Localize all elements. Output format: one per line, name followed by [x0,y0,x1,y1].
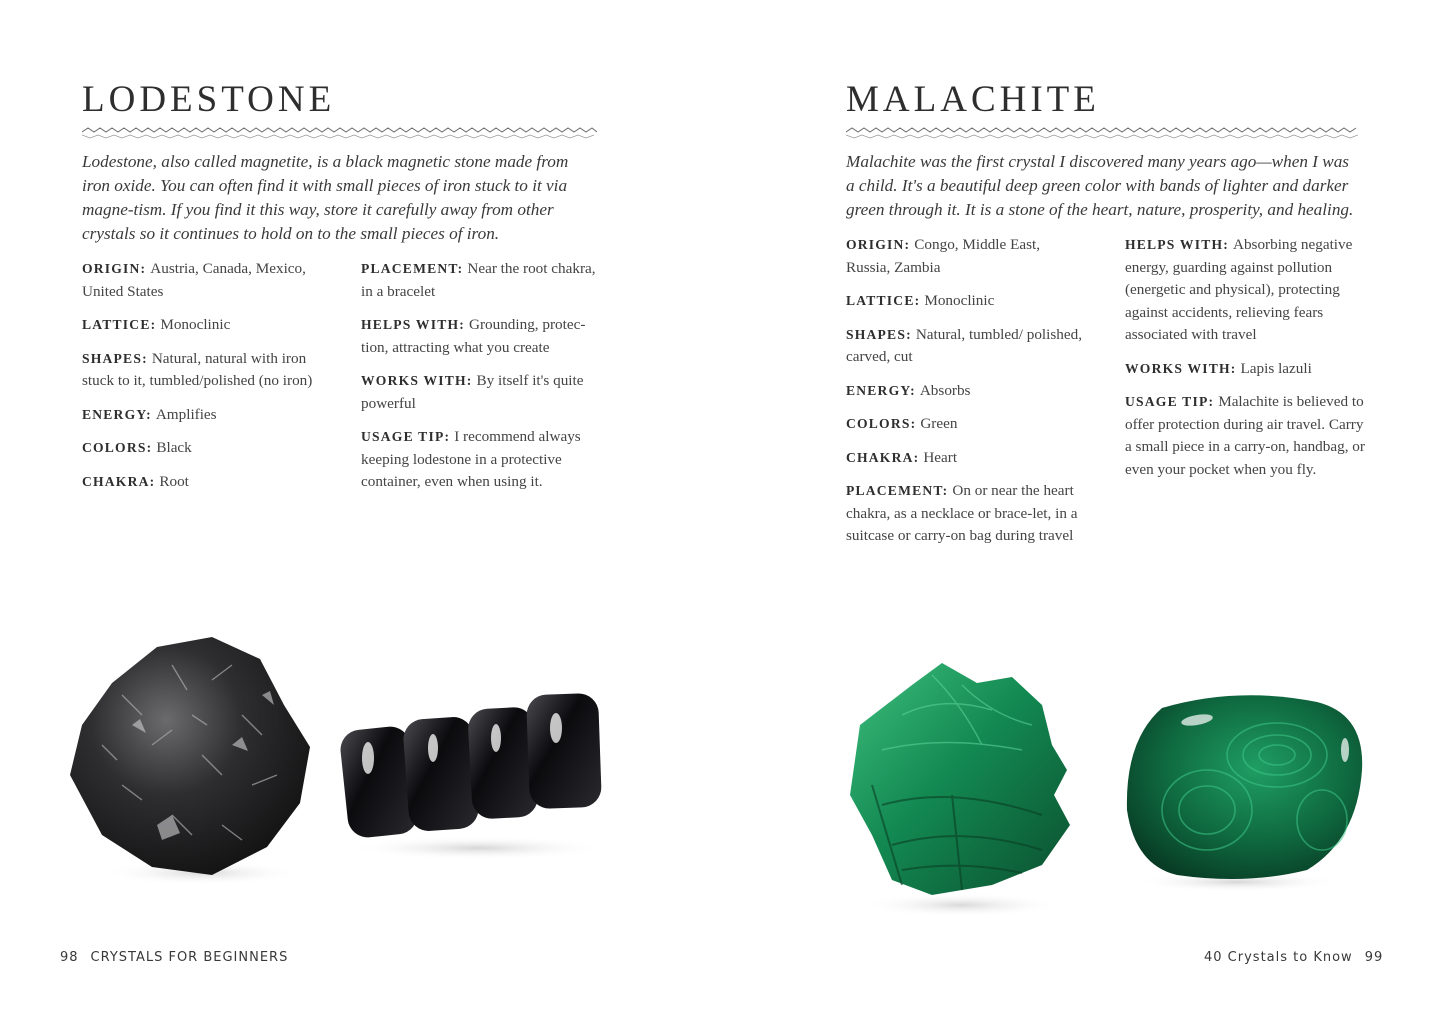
property-works-with: WORKS WITH: By itself it's quite powerful [361,372,584,412]
raw-malachite-photo [842,655,1092,920]
property-shapes: SHAPES: Natural, natural with iron stuck to it, tumbled/polished (no iron) [82,349,313,389]
property-origin: ORIGIN: Congo, Middle East, Russia, Zambia [846,236,1041,276]
raw-lodestone-photo [62,625,327,890]
tumbled-lodestone-photo [338,688,618,863]
property-lattice: LATTICE: Monoclinic [82,316,231,333]
page-number: 99 [1364,950,1384,965]
property-energy: ENERGY: Absorbs [846,381,971,399]
property-lattice: LATTICE: Monoclinic [846,292,995,309]
property-chakra: CHAKRA: Root [82,472,189,490]
property-helps-with: HELPS WITH: Absorbing negative energy, guarding against pollution (energetic and physical), protecting against accidents, relieving fears associated with travel [1125,236,1353,343]
property-origin: ORIGIN: Austria, Canada, Mexico, United States [82,260,306,300]
property-energy: ENERGY: Amplifies [82,405,217,423]
left-page [0,0,722,1025]
running-head: 40 Crystals to Know [1204,950,1353,965]
property-colors: COLORS: Black [82,439,192,456]
left-page-footer [48,950,288,965]
property-shapes: SHAPES: Natural, tumbled/ polished, carved, cut [846,325,1082,365]
right-page [722,0,1445,1025]
property-usage-tip: USAGE TIP: I recommend always keeping lodestone in a protective container, even when using it. [361,428,581,490]
properties-column-1 [846,234,1086,559]
property-placement: PLACEMENT: Near the root chakra, in a bracelet [361,260,596,300]
properties-column-2 [1125,234,1365,492]
properties-column-1 [82,258,327,504]
decorative-zigzag-rule [846,124,1358,140]
right-page-footer [1204,950,1395,965]
intro-paragraph: Malachite was the first crystal I discovered many years ago—when I was a child. It's a beautiful deep green color with bands of lighter and darker green through it. It is a stone of the heart, nature, prosperity, and healing. [846,152,1354,219]
property-helps-with: HELPS WITH: Grounding, protec-tion, attracting what you create [361,316,586,356]
page-title: LODESTONE [82,79,336,120]
page-number: 98 [60,950,79,965]
tumbled-malachite-photo [1117,680,1372,895]
intro-paragraph: Lodestone, also called magnetite, is a black magnetic stone made from iron oxide. You can often find it with small pieces of iron stuck to it via magne-tism. If you find it this way, store it carefully away from other crystals so it continues to hold on to the small pieces of iron. [82,152,569,243]
property-placement: PLACEMENT: On or near the heart chakra, as a necklace or brace-let, in a suitcase or carry-on bag during travel [846,482,1078,544]
decorative-zigzag-rule [82,124,597,140]
property-chakra: CHAKRA: Heart [846,448,958,466]
property-colors: COLORS: Green [846,415,958,432]
properties-column-2 [361,258,601,505]
page-title: MALACHITE [846,79,1100,120]
property-works-with: WORKS WITH: Lapis lazuli [1125,359,1312,377]
property-usage-tip: USAGE TIP: Malachite is believed to offer protection during air travel. Carry a small piece in a carry-on, handbag, or even your pocket when you fly. [1125,393,1365,478]
running-head: CRYSTALS FOR BEGINNERS [90,950,289,965]
